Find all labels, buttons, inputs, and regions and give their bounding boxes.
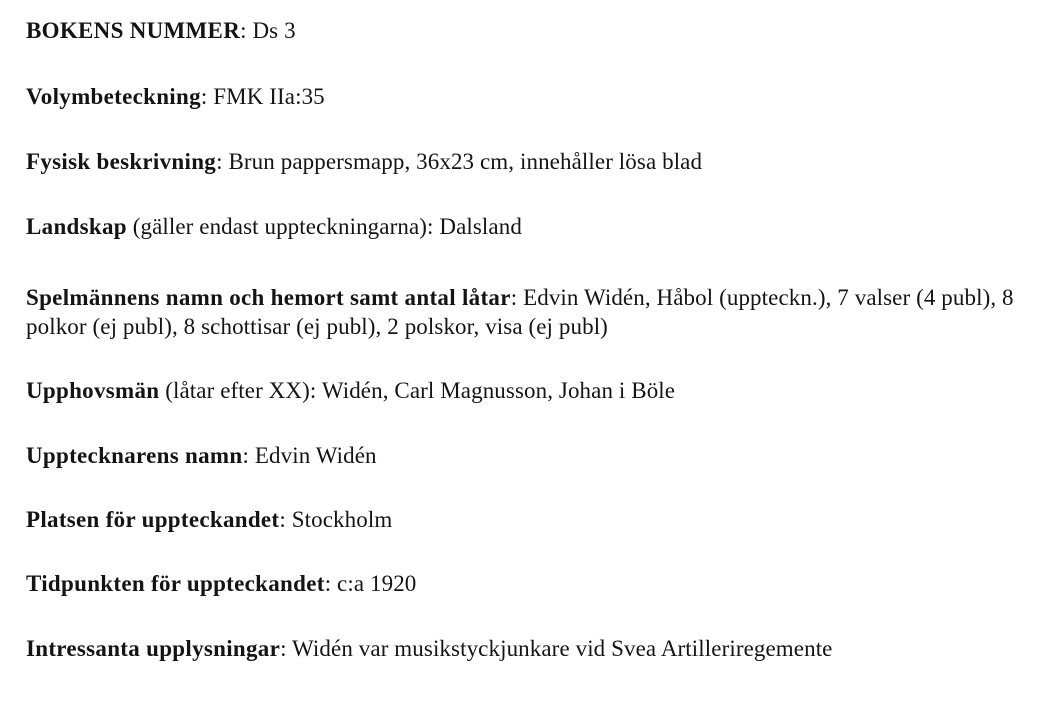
field-label: Spelmännens namn och hemort samt antal låtar [26,285,511,310]
field-separator: : [280,636,287,661]
field-value: Edvin Widén, Håbol (uppteckn.), 7 valser (4 publ), 8 polkor (ej publ), 8 schottisar (ej publ), 2 polskor, visa (ej publ) [26,285,1014,339]
field-qualifier: (gäller endast uppteckningarna) [126,214,428,239]
field-separator: : [309,378,317,403]
field-value: Widén, Carl Magnusson, Johan i Böle [321,378,676,403]
field-separator: : [242,443,249,468]
field-recording-place [26,505,1022,534]
field-label: Upptecknarens namn [26,443,243,468]
field-separator: : [216,149,223,174]
field-separator: : [200,84,208,109]
field-separator: : [279,507,286,532]
field-label: Platsen för uppteckandet [26,507,280,532]
field-label: Landskap [26,214,127,239]
field-value: Brun pappersmapp, 36x23 cm, innehåller lösa blad [228,149,703,174]
field-value: FMK IIa:35 [213,84,325,109]
field-physical-description [26,147,1022,176]
field-value: c:a 1920 [337,571,417,596]
field-separator: : [427,214,434,239]
field-volume-designation [26,82,1022,111]
field-label: BOKENS NUMMER [26,18,241,43]
field-recorder-name [26,441,1022,470]
field-label: Intressanta upplysningar [26,636,281,661]
field-label: Upphovsmän [26,378,160,403]
field-separator: : [510,285,518,310]
field-separator: : [324,571,332,596]
field-interesting-information [26,634,1022,663]
field-value: Edvin Widén [254,443,377,468]
field-label: Tidpunkten för uppteckandet [26,571,325,596]
field-book-number [26,16,1022,45]
field-originators [26,376,1022,405]
field-value: Dalsland [439,214,522,239]
field-label: Fysisk beskrivning [26,149,217,174]
field-value: Widén var musikstyckjunkare vid Svea Artilleriregemente [292,636,833,661]
field-value: Ds 3 [252,18,296,43]
field-qualifier: (låtar efter XX) [159,378,310,403]
field-separator: : [240,18,247,43]
field-value: Stockholm [291,507,393,532]
field-province [26,212,1022,241]
field-musicians-and-tunes [26,283,1022,341]
field-recording-date [26,569,1022,598]
field-label: Volymbeteckning [26,84,201,109]
